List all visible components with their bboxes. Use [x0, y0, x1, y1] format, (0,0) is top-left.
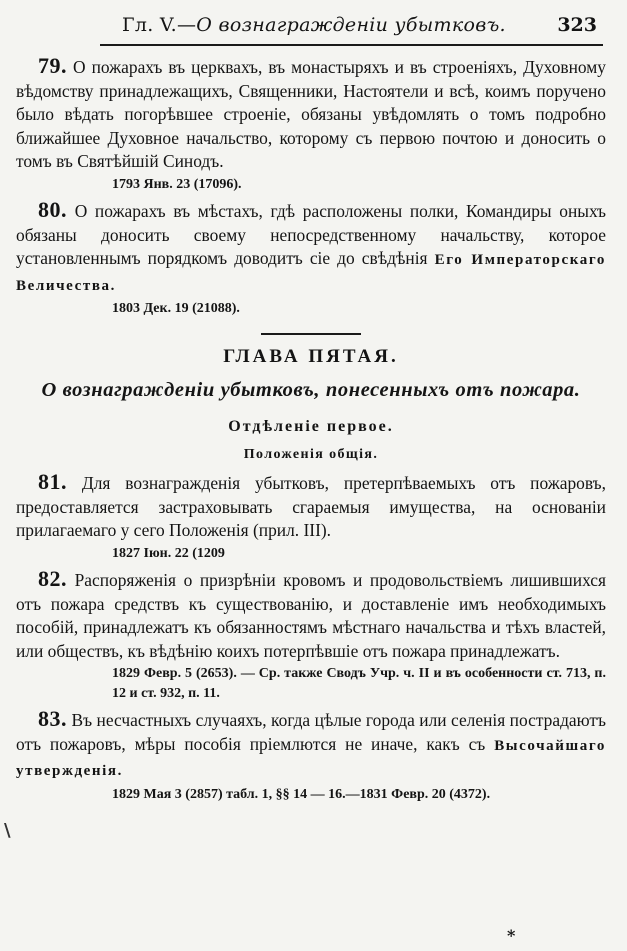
- article-80-citation: 1803 Дек. 19 (21088).: [112, 301, 240, 317]
- header-rule: [100, 44, 603, 46]
- article-number: 79.: [38, 53, 67, 78]
- page-number: 323: [557, 14, 597, 36]
- article-text-emphasis: Высочайшаго утвержденія.: [16, 737, 606, 780]
- article-text: О пожарахъ въ церквахъ, въ монастыряхъ и въ строеніяхъ, Духовному вѣдомству принадлежащихъ, Священники, Настоятели и всѣ, коимъ поручено было вѣдать погорѣвшее строеніе, обязаны увѣдомлять о томъ подробно ближайшее Духовное начальство, которому съ первою почтою и доносить о томъ въ Святѣйшій Синодъ.: [16, 57, 606, 172]
- footer-asterisk: *: [507, 926, 516, 945]
- article-text: Распоряженія о призрѣніи кровомъ и продовольствіемъ лишившихся отъ пожара средствъ къ существованію, и доставленіе имъ необходимыхъ пособій, принадлежатъ къ обязанностямъ мѣстнаго начальства и тѣхъ властей, или обществъ, къ вѣдѣнію коихъ потерпѣвшіе отъ пожара принадлежатъ.: [16, 569, 606, 661]
- article-79: [16, 54, 606, 174]
- article-83: [16, 707, 606, 784]
- article-text: Въ несчастныхъ случаяхъ, когда цѣлые города или селенія пострадаютъ отъ пожаровъ, мѣры пособія пріемлются не иначе, какъ съ: [16, 710, 606, 754]
- article-text: О пожарахъ въ мѣстахъ, гдѣ расположены полки, Командиры оныхъ обязаны доносить своему непосредственному начальству, которое установленнымъ порядкомъ доводитъ сіе до свѣдѣнія: [16, 200, 606, 269]
- article-82-citation: 1829 Февр. 5 (2653). — Ср. также Сводъ Учр. ч. II и въ особенности ст. 713, п. 12 и ст. 932, п. 11.: [112, 666, 606, 702]
- article-number: 82.: [38, 565, 67, 591]
- article-number: 83.: [38, 706, 67, 732]
- running-prefix: Гл. V.—: [122, 14, 197, 36]
- article-82: [16, 567, 606, 663]
- article-number: 81.: [38, 469, 67, 495]
- article-text: Для вознагражденія убытковъ, претерпѣваемыхъ отъ пожаровъ, предоставляется застраховывать сгараемыя имущества, на основаніи прилагаемаго у сего Положенія (прил. III).: [16, 473, 606, 541]
- article-81: [16, 470, 606, 543]
- running-title-text: О вознагражденіи убытковъ.: [196, 14, 506, 36]
- article-80: [16, 198, 606, 298]
- chapter-subtitle: О вознагражденіи убытковъ, понесенныхъ отъ пожара.: [41, 378, 581, 401]
- margin-mark: \: [4, 820, 11, 841]
- article-83-citation: 1829 Мая 3 (2857) табл. 1, §§ 14 — 16.—1831 Февр. 20 (4372).: [112, 787, 491, 803]
- chapter-separator: [261, 333, 361, 335]
- article-79-citation: 1793 Янв. 23 (17096).: [112, 176, 242, 192]
- running-title: [122, 14, 506, 36]
- section-title: Отдѣленіе первое.: [228, 417, 394, 435]
- page-body: [16, 54, 606, 808]
- chapter-title: ГЛАВА ПЯТАЯ.: [223, 346, 399, 368]
- article-number: 80.: [38, 196, 67, 222]
- running-header: [100, 14, 603, 42]
- article-81-citation: 1827 Іюн. 22 (1209: [112, 545, 225, 561]
- section-subtitle: Положенія общія.: [243, 446, 379, 462]
- article-text-emphasis: Его Императорскаго Величества.: [16, 252, 606, 294]
